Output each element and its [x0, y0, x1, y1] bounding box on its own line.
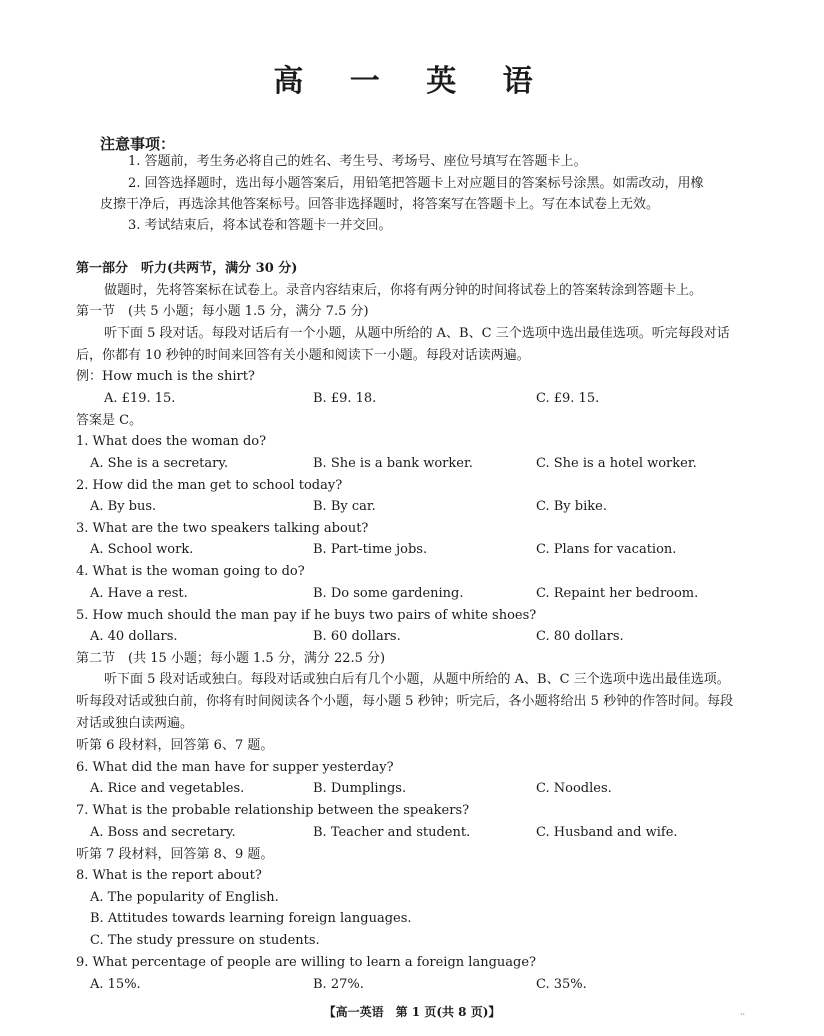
- page-title: 高 一 英 语: [273, 64, 551, 99]
- question-7-option-a: A. Boss and secretary.: [90, 825, 236, 840]
- question-2-option-c: C. By bike.: [536, 499, 607, 514]
- question-4-option-a: A. Have a rest.: [90, 586, 188, 601]
- section2-intro-b: 听每段对话或独白前，你将有时间阅读各个小题，每小题 5 秒钟；听完后，各小题将给出 5 秒钟的作答时间。每段: [76, 694, 734, 709]
- question-8-option-c: C. The study pressure on students.: [90, 933, 320, 948]
- page-footer: 【高一英语 第 1 页(共 8 页)】: [323, 1005, 501, 1019]
- question-7-option-b: B. Teacher and student.: [313, 825, 471, 840]
- question-7: 7. What is the probable relationship between the speakers?: [76, 803, 470, 818]
- material-7-heading: 听第 7 段材料，回答第 8、9 题。: [76, 847, 274, 862]
- notice-item-2a: 2. 回答选择题时，选出每小题答案后，用铅笔把答题卡上对应题目的答案标号涂黑。如需改动，用橡: [128, 176, 704, 191]
- question-3-option-a: A. School work.: [90, 542, 194, 557]
- part1-intro: 做题时，先将答案标在试卷上。录音内容结束后，你将有两分钟的时间将试卷上的答案转涂到答题卡上。: [104, 283, 703, 298]
- question-9-option-b: B. 27%.: [313, 977, 364, 992]
- question-4: 4. What is the woman going to do?: [76, 564, 305, 579]
- question-3: 3. What are the two speakers talking about?: [76, 521, 369, 536]
- question-6-option-a: A. Rice and vegetables.: [90, 781, 245, 796]
- part1-heading: 第一部分 听力(共两节，满分 30 分): [76, 261, 298, 276]
- question-1: 1. What does the woman do?: [76, 434, 267, 449]
- section1-intro-b: 后，你都有 10 秒钟的时间来回答有关小题和阅读下一小题。每段对话读两遍。: [76, 348, 530, 363]
- question-1-option-a: A. She is a secretary.: [90, 456, 229, 471]
- question-8: 8. What is the report about?: [76, 868, 262, 883]
- section1-intro-a: 听下面 5 段对话。每段对话后有一个小题，从题中所给的 A、B、C 三个选项中选出最佳选项。听完每段对话: [104, 326, 730, 341]
- section2-intro-a: 听下面 5 段对话或独白。每段对话或独白后有几个小题，从题中所给的 A、B、C 三个选项中选出最佳选项。: [104, 672, 730, 687]
- notice-item-3: 3. 考试结束后，将本试卷和答题卡一并交回。: [128, 218, 392, 233]
- section1-heading: 第一节 (共 5 小题；每小题 1.5 分，满分 7.5 分): [76, 304, 369, 319]
- notice-item-2b: 皮擦干净后，再选涂其他答案标号。回答非选择题时，将答案写在答题卡上。写在本试卷上无效。: [100, 197, 660, 212]
- question-7-option-c: C. Husband and wife.: [536, 825, 678, 840]
- question-5-option-b: B. 60 dollars.: [313, 629, 401, 644]
- question-8-option-b: B. Attitudes towards learning foreign languages.: [90, 911, 412, 926]
- question-5: 5. How much should the man pay if he buys two pairs of white shoes?: [76, 608, 537, 623]
- material-6-heading: 听第 6 段材料，回答第 6、7 题。: [76, 738, 274, 753]
- question-9-option-c: C. 35%.: [536, 977, 587, 992]
- question-4-option-b: B. Do some gardening.: [313, 586, 464, 601]
- question-3-option-b: B. Part-time jobs.: [313, 542, 428, 557]
- question-3-option-c: C. Plans for vacation.: [536, 542, 677, 557]
- question-8-option-a: A. The popularity of English.: [90, 890, 279, 905]
- notice-heading: 注意事项：: [100, 135, 176, 153]
- question-5-option-a: A. 40 dollars.: [90, 629, 178, 644]
- example-answer: 答案是 C。: [76, 413, 143, 428]
- question-2-option-b: B. By car.: [313, 499, 376, 514]
- corner-mark: ··: [740, 1010, 746, 1019]
- question-9-option-a: A. 15%.: [90, 977, 141, 992]
- question-1-option-c: C. She is a hotel worker.: [536, 456, 697, 471]
- question-1-option-b: B. She is a bank worker.: [313, 456, 473, 471]
- question-2: 2. How did the man get to school today?: [76, 478, 343, 493]
- notice-item-1: 1. 答题前，考生务必将自己的姓名、考生号、考场号、座位号填写在答题卡上。: [128, 154, 587, 169]
- question-6-option-c: C. Noodles.: [536, 781, 612, 796]
- question-5-option-c: C. 80 dollars.: [536, 629, 624, 644]
- question-2-option-a: A. By bus.: [90, 499, 157, 514]
- example-option-c: C. £9. 15.: [536, 391, 600, 406]
- question-9: 9. What percentage of people are willing to learn a foreign language?: [76, 955, 536, 970]
- question-6: 6. What did the man have for supper yesterday?: [76, 760, 394, 775]
- example-option-a: A. £19. 15.: [104, 391, 176, 406]
- question-6-option-b: B. Dumplings.: [313, 781, 407, 796]
- section2-heading: 第二节 (共 15 小题；每小题 1.5 分，满分 22.5 分): [76, 651, 386, 666]
- example-option-b: B. £9. 18.: [313, 391, 377, 406]
- example-question: 例：How much is the shirt?: [76, 369, 255, 384]
- section2-intro-c: 对话或独白读两遍。: [76, 716, 194, 731]
- question-4-option-c: C. Repaint her bedroom.: [536, 586, 699, 601]
